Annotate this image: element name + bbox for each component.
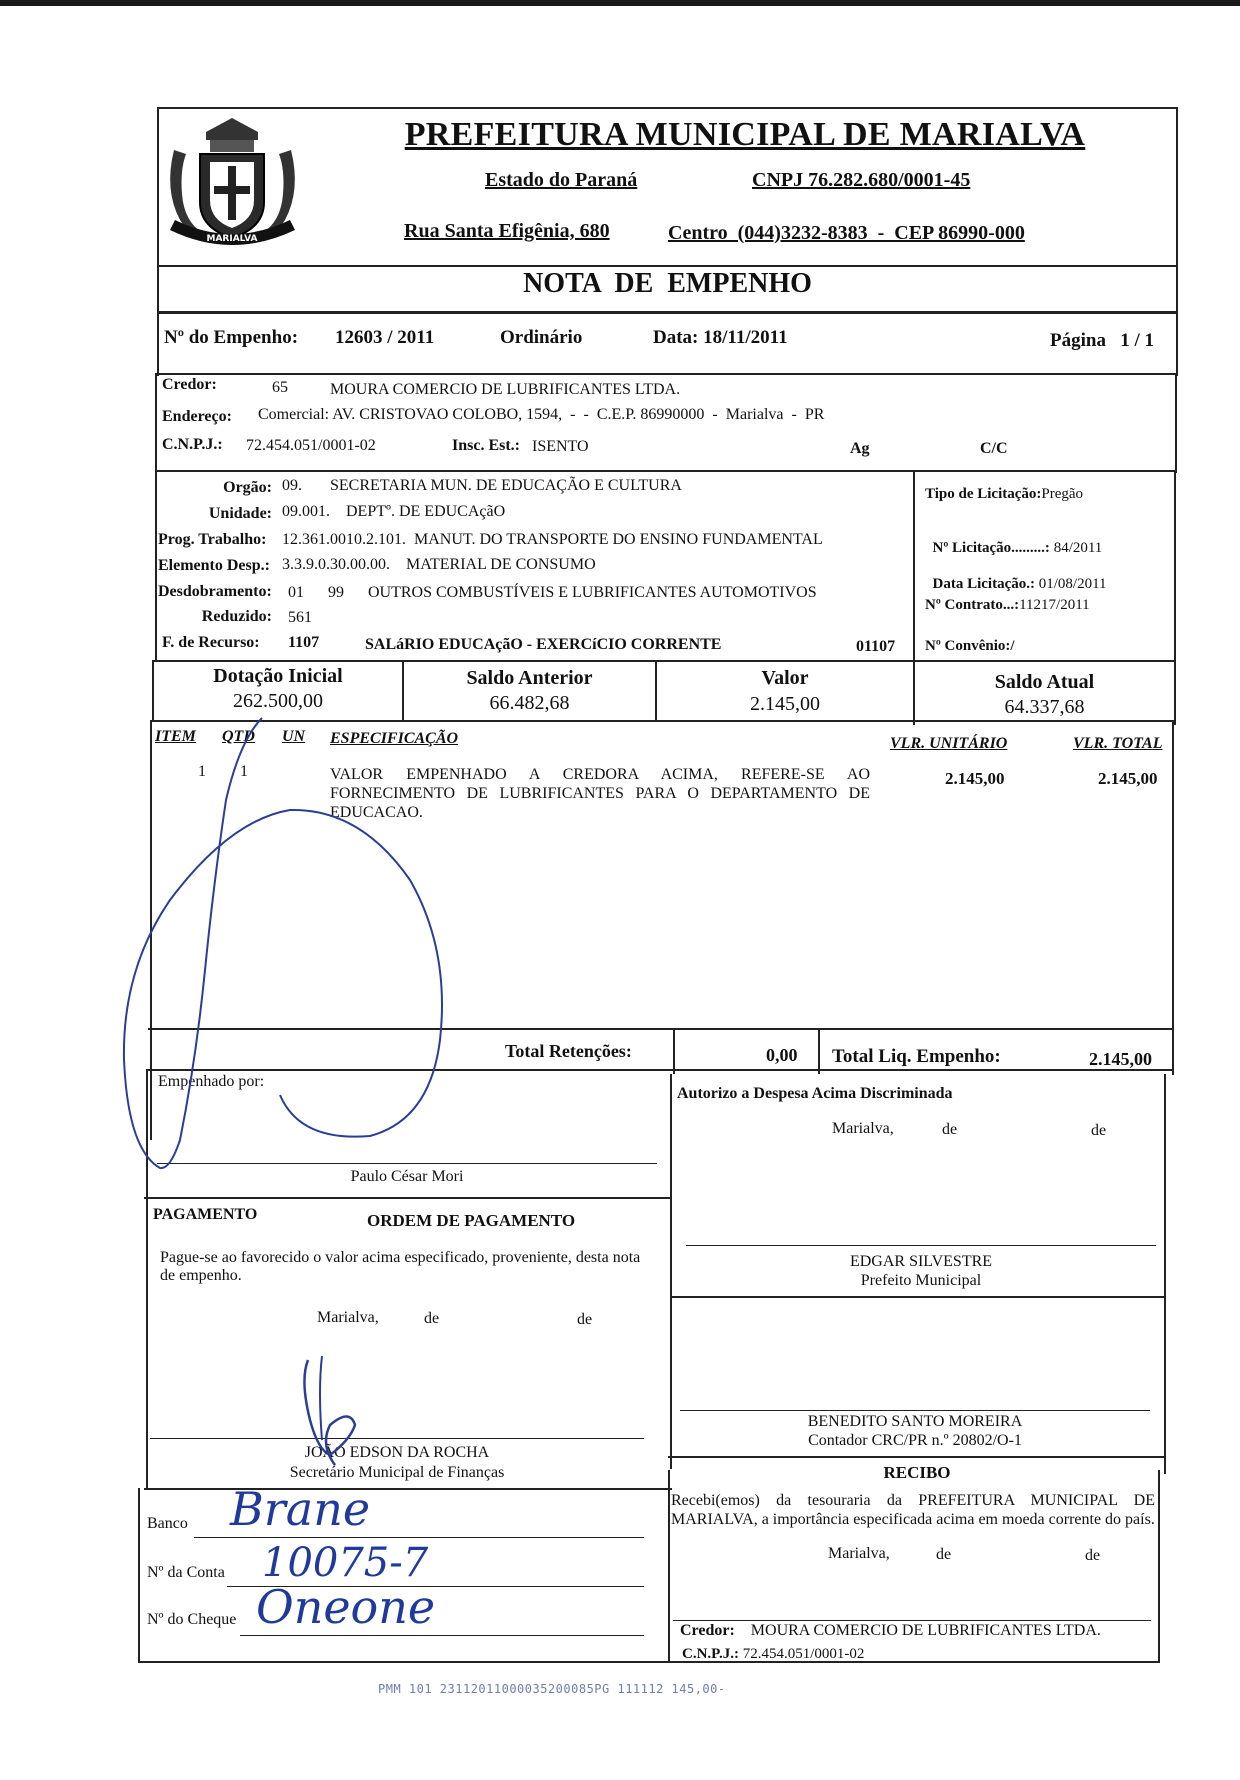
elemento-value: 3.3.9.0.30.00.00. MATERIAL DE CONSUMO	[282, 556, 596, 573]
recibo-city: Marialva,	[828, 1545, 890, 1562]
recurso-name: SALáRIO EDUCAçãO - EXERCíCIO CORRENTE	[365, 636, 722, 653]
recurso-code: 1107	[288, 634, 320, 651]
saldo-anterior-label: Saldo Anterior	[466, 667, 593, 689]
licitacao-number-label: Nº Licitação.........:	[932, 540, 1050, 556]
machine-code: PMM 101 23112011000035200085PG 111112 145,00-	[378, 1682, 726, 1696]
liq-empenho-label: Total Liq. Empenho:	[832, 1046, 1001, 1067]
empenho-type: Ordinário	[500, 327, 583, 348]
licitacao-number	[925, 523, 1102, 557]
prefeito-role: Prefeito Municipal	[860, 1272, 982, 1289]
contador-name: BENEDITO SANTO MOREIRA	[807, 1413, 1023, 1430]
credor-label: Credor:	[162, 376, 217, 393]
recibo-de2: de	[1085, 1547, 1101, 1564]
city-hall-cnpj: CNPJ 76.282.680/0001-45	[752, 169, 971, 191]
elemento-label: Elemento Desp.:	[158, 557, 270, 574]
ordem-pagamento-label: ORDEM DE PAGAMENTO	[367, 1211, 576, 1230]
coat-of-arms	[160, 110, 305, 260]
conta-handwritten: 10075-7	[262, 1540, 429, 1586]
valor-label: Valor	[761, 667, 809, 689]
state-name: Estado do Paraná	[485, 169, 638, 191]
pagamento-label: PAGAMENTO	[153, 1206, 258, 1223]
credor-address: Comercial: AV. CRISTOVAO COLOBO, 1594, - - C.E.P. 86990000 - Marialva - PR	[258, 406, 825, 423]
recibo-cnpj-value: 72.454.051/0001-02	[742, 1646, 865, 1662]
retencoes-value: 0,00	[766, 1045, 798, 1065]
licitacao-date-value: 01/08/2011	[1034, 576, 1107, 592]
conta-label: Nº da Conta	[147, 1564, 225, 1581]
unidade-value: 09.001. DEPTº. DE EDUCAçãO	[282, 503, 506, 520]
unidade-label: Unidade:	[208, 505, 272, 522]
pagamento-de1: de	[424, 1310, 440, 1327]
orgao-value: 09. SECRETARIA MUN. DE EDUCAÇÃO E CULTURA	[282, 477, 682, 494]
col-un: UN	[282, 728, 306, 745]
item-total-value: 2.145,00	[1098, 769, 1158, 788]
orgao-label: Orgão:	[223, 479, 272, 496]
licitacao-number-value: 84/2011	[1049, 540, 1103, 556]
pagamento-city: Marialva,	[317, 1309, 379, 1326]
scan-border	[0, 0, 1240, 6]
col-item: ITEM	[155, 728, 196, 745]
account-label: C/C	[980, 440, 1008, 457]
item-qtd: 1	[240, 763, 248, 780]
svg-text:MARIALVA: MARIALVA	[206, 234, 258, 244]
contract-number	[925, 597, 1090, 614]
autorizo-de2: de	[1091, 1122, 1107, 1139]
prefeito-name: EDGAR SILVESTRE	[849, 1253, 993, 1270]
item-unit-value: 2.145,00	[945, 769, 1005, 788]
saldo-atual-label: Saldo Atual	[994, 671, 1095, 693]
licitacao-type	[925, 486, 1083, 503]
licitacao-date-label: Data Licitação.:	[932, 576, 1035, 592]
recibo-cnpj	[682, 1646, 864, 1663]
recibo-cnpj-label: C.N.P.J.:	[682, 1646, 739, 1662]
reduzido-value: 561	[288, 609, 312, 626]
col-spec: ESPECIFICAÇÃO	[330, 730, 459, 747]
credor-insc: ISENTO	[532, 438, 589, 455]
col-total-value: VLR. TOTAL	[1073, 735, 1163, 752]
cheque-label: Nº do Cheque	[147, 1611, 237, 1628]
licitacao-date	[925, 559, 1107, 593]
col-unit-value: VLR. UNITÁRIO	[890, 735, 1008, 752]
secretario-name: JOÃO EDSON DA ROCHA	[304, 1444, 490, 1461]
pagamento-text: Pague-se ao favorecido o valor acima especificado, proveniente, desta nota de empenho.	[160, 1249, 641, 1284]
desdobramento-label: Desdobramento:	[158, 583, 272, 600]
insc-label: Insc. Est.:	[452, 437, 521, 454]
contract-number-value: 11217/2011	[1019, 597, 1090, 613]
agency-label: Ag	[850, 440, 870, 457]
licitacao-type-value: Pregão	[1041, 486, 1084, 502]
secretario-role: Secretário Municipal de Finanças	[289, 1464, 505, 1481]
address-label: Endereço:	[162, 408, 232, 425]
empenhado-name: Paulo César Mori	[350, 1168, 464, 1185]
retencoes-label: Total Retenções:	[505, 1041, 632, 1061]
recurso-label: F. de Recurso:	[162, 634, 260, 651]
pagamento-de2: de	[577, 1311, 593, 1328]
cheque-handwritten: Oneone	[256, 1580, 436, 1634]
empenho-number: 12603 / 2011	[335, 327, 435, 348]
convenio-label: Nº Convênio:/	[925, 638, 1015, 654]
recibo-credor-name: MOURA COMERCIO DE LUBRIFICANTES LTDA.	[750, 1622, 1101, 1639]
licitacao-type-label: Tipo de Licitação:	[925, 486, 1042, 502]
reduzido-label: Reduzido:	[201, 608, 272, 625]
autorizo-city: Marialva,	[832, 1120, 894, 1137]
recibo-credor-label: Credor:	[680, 1622, 735, 1639]
page-number: Página 1 / 1	[1050, 330, 1154, 351]
city-hall-address: Rua Santa Efigênia, 680	[404, 220, 610, 242]
liq-empenho-value: 2.145,00	[1089, 1049, 1152, 1069]
valor-value: 2.145,00	[750, 693, 820, 715]
recurso-ref: 01107	[856, 638, 896, 655]
saldo-atual-value: 64.337,68	[1004, 696, 1085, 718]
recibo-text: Recebi(emos) da tesouraria da PREFEITURA MUNICIPAL DE MARIALVA, a importância especificada acima em moeda corrente do país.	[671, 1492, 1155, 1528]
item-number: 1	[198, 763, 206, 780]
city-hall-title: PREFEITURA MUNICIPAL DE MARIALVA	[404, 116, 1086, 153]
empenho-number-label: Nº do Empenho:	[164, 327, 299, 348]
saldo-anterior-value: 66.482,68	[489, 692, 570, 714]
banco-handwritten: Brane	[230, 1482, 371, 1536]
autorizo-de1: de	[942, 1121, 958, 1138]
autorizo-label: Autorizo a Despesa Acima Discriminada	[677, 1085, 953, 1102]
credor-cnpj: 72.454.051/0001-02	[246, 437, 376, 454]
credor-name: MOURA COMERCIO DE LUBRIFICANTES LTDA.	[330, 381, 681, 398]
dotacao-value: 262.500,00	[233, 690, 323, 712]
prog-value: 12.361.0010.2.101. MANUT. DO TRANSPORTE DO ENSINO FUNDAMENTAL	[282, 531, 823, 548]
dotacao-label: Dotação Inicial	[213, 665, 343, 687]
banco-label: Banco	[147, 1515, 188, 1532]
desdobramento-value: 01 99 OUTROS COMBUSTÍVEIS E LUBRIFICANTES AUTOMOTIVOS	[288, 584, 817, 601]
contador-role: Contador CRC/PR n.º 20802/O-1	[808, 1432, 1022, 1449]
document-title: NOTA DE EMPENHO	[523, 268, 812, 299]
recibo-title: RECIBO	[883, 1463, 951, 1482]
item-spec: VALOR EMPENHADO A CREDORA ACIMA, REFERE-SE AO FORNECIMENTO DE LUBRIFICANTES PARA O DEPARTAMENTO DE EDUCACAO.	[330, 766, 870, 821]
col-qtd: QTD	[222, 728, 255, 745]
credor-code: 65	[272, 379, 288, 396]
empenhado-label: Empenhado por:	[158, 1073, 265, 1090]
recibo-de1: de	[936, 1546, 952, 1563]
contract-number-label: Nº Contrato...:	[925, 597, 1020, 613]
prog-label: Prog. Trabalho:	[158, 531, 267, 548]
recibo-credor	[680, 1622, 1101, 1640]
city-hall-contact: Centro (044)3232-8383 - CEP 86990-000	[668, 222, 1025, 244]
empenho-date: Data: 18/11/2011	[653, 327, 788, 348]
cnpj-label: C.N.P.J.:	[162, 436, 223, 453]
